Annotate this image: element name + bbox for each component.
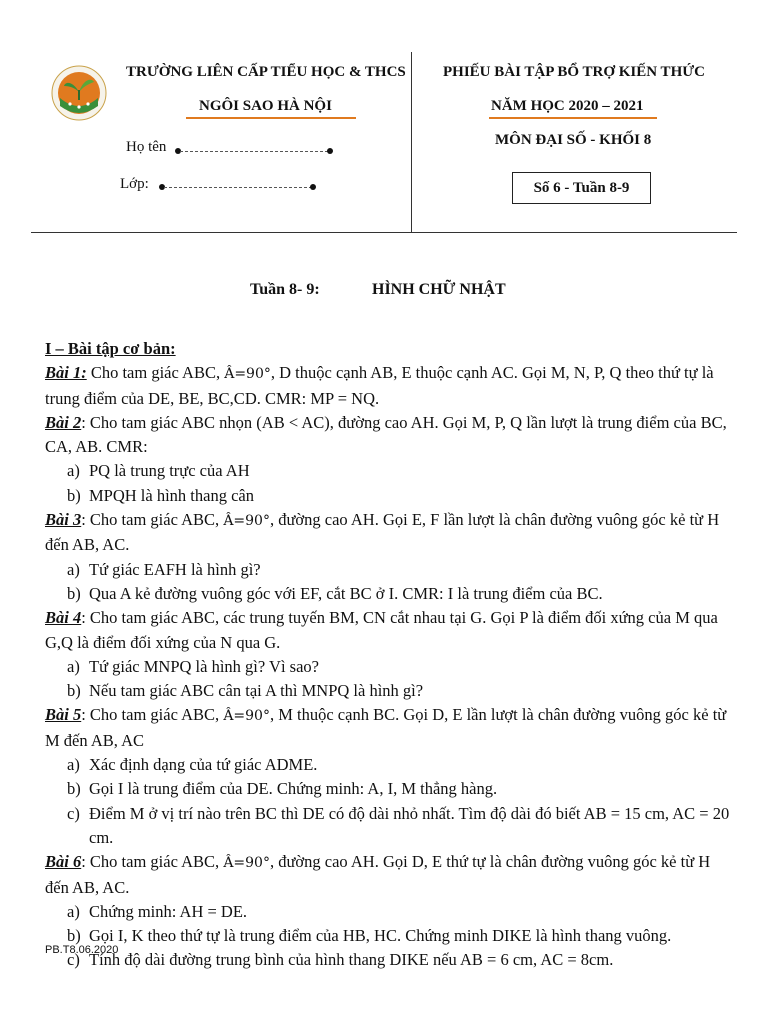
subject: MÔN ĐẠI SỐ - KHỐI 8 — [495, 132, 652, 148]
sub-question — [45, 924, 730, 948]
problem-text-continued: , M thuộc cạnh BC. Gọi D, E lần lượt là chân đường vuông góc kẻ từ M đến AB, AC — [45, 705, 727, 750]
sub-question-text: Tứ giác EAFH là hình gì? — [89, 559, 261, 579]
sub-question — [45, 558, 730, 582]
sub-question-label: a) — [67, 559, 80, 579]
problem-label: Bài 1: — [45, 363, 87, 383]
school-year-underline — [489, 117, 657, 119]
problem-text: : Cho tam giác ABC, — [81, 510, 224, 530]
school-name-line1: TRƯỜNG LIÊN CẤP TIỂU HỌC & THCS — [126, 64, 406, 80]
sub-question — [45, 802, 730, 851]
topic-title: HÌNH CHỮ NHẬT — [372, 281, 506, 298]
problem-3 — [45, 508, 730, 558]
sub-question-text: Xác định dạng của tứ giác ADME. — [89, 755, 318, 775]
school-logo-icon — [50, 62, 108, 124]
problem-label: Bài 5 — [45, 705, 82, 725]
class-line-end-dot — [310, 184, 316, 190]
footer-code: PB.T8.06.2020 — [45, 944, 119, 956]
problem-5 — [45, 703, 730, 753]
school-name-underline — [186, 117, 356, 119]
sub-question-text: Gọi I, K theo thứ tự là trung điểm của HB, HC. Chứng minh DIKE là hình thang vuông. — [89, 926, 672, 946]
sub-question-text: Gọi I là trung điểm của DE. Chứng minh: A, I, M thẳng hàng. — [89, 779, 498, 799]
sub-question — [45, 948, 730, 972]
class-field-line[interactable] — [164, 187, 312, 188]
problem-label: Bài 4 — [45, 608, 82, 628]
problem-text: : Cho tam giác ABC, các trung tuyến BM, CN cắt nhau tại G. Gọi P là điểm đối xứng của M qua G,Q là điểm đối xứng của N qua G. — [45, 608, 718, 652]
sub-question-text: Điểm M ở vị trí nào trên BC thì DE có độ dài nhỏ nhất. Tìm độ dài đó biết AB = 15 cm, AC = 20 cm. — [89, 803, 730, 847]
problem-list — [45, 361, 730, 972]
sub-question-label: b) — [67, 583, 81, 603]
angle-formula: Â=90° — [223, 708, 270, 725]
sub-question-label: c) — [67, 950, 80, 970]
sub-question-text: MPQH là hình thang cân — [89, 485, 254, 505]
sub-question-label: b) — [67, 681, 81, 701]
sub-question — [45, 655, 730, 679]
name-line-end-dot — [327, 148, 333, 154]
sub-question-text: Tứ giác MNPQ là hình gì? Vì sao? — [89, 656, 319, 676]
problem-2 — [45, 411, 730, 460]
sub-question-label: a) — [67, 755, 80, 775]
problem-label: Bài 2 — [45, 412, 82, 432]
problem-text-continued: , đường cao AH. Gọi D, E thứ tự là chân đường vuông góc kẻ từ H đến AB, AC. — [45, 852, 711, 897]
sub-question — [45, 777, 730, 801]
problem-4 — [45, 606, 730, 655]
problem-text: : Cho tam giác ABC, — [81, 705, 224, 725]
sub-question-text: Tính độ dài đường trung bình của hình thang DIKE nếu AB = 6 cm, AC = 8cm. — [89, 950, 614, 970]
sub-question — [45, 753, 730, 777]
sub-question-label: b) — [67, 485, 81, 505]
sub-question-label: b) — [67, 926, 81, 946]
sub-question-label: a) — [67, 901, 80, 921]
problem-label: Bài 6 — [45, 852, 82, 872]
school-year: NĂM HỌC 2020 – 2021 — [491, 98, 644, 114]
sub-question — [45, 900, 730, 924]
sub-question-label: a) — [67, 461, 80, 481]
angle-formula: Â=90° — [224, 366, 271, 383]
sub-question-text: Nếu tam giác ABC cân tại A thì MNPQ là hình gì? — [89, 681, 424, 701]
exercise-content — [45, 337, 730, 973]
class-label: Lớp: — [120, 176, 149, 192]
angle-formula: Â=90° — [223, 855, 270, 872]
sub-question — [45, 459, 730, 483]
section-heading: I – Bài tập cơ bản: — [45, 339, 176, 358]
sub-question-text: Qua A kẻ đường vuông góc với EF, cắt BC ở I. CMR: I là trung điểm của BC. — [89, 583, 603, 603]
name-label: Họ tên — [126, 139, 167, 155]
sub-question-label: c) — [67, 803, 80, 823]
school-name-line2: NGÔI SAO HÀ NỘI — [199, 98, 332, 114]
problem-text: : Cho tam giác ABC, — [81, 852, 224, 872]
problem-6 — [45, 850, 730, 900]
sub-question-text: PQ là trung trực của AH — [89, 461, 250, 481]
sheet-title: PHIẾU BÀI TẬP BỔ TRỢ KIẾN THỨC — [443, 64, 706, 80]
sub-question-text: Chứng minh: AH = DE. — [89, 901, 248, 921]
sub-question — [45, 484, 730, 508]
header-divider-vertical — [411, 52, 412, 232]
problem-1 — [45, 361, 730, 411]
sub-question-label: b) — [67, 779, 81, 799]
sub-question — [45, 679, 730, 703]
sheet-number-box: Số 6 - Tuần 8-9 — [512, 172, 651, 204]
problem-label: Bài 3 — [45, 510, 82, 530]
name-field-line[interactable] — [180, 151, 328, 152]
header-divider-horizontal — [31, 232, 737, 233]
problem-text-continued: , đường cao AH. Gọi E, F lần lượt là chân đường vuông góc kẻ từ H đến AB, AC. — [45, 510, 720, 555]
angle-formula: Â=90° — [223, 513, 270, 530]
sub-question — [45, 582, 730, 606]
week-label: Tuần 8- 9: — [250, 281, 320, 298]
problem-text: Cho tam giác ABC, — [86, 363, 225, 383]
sub-question-label: a) — [67, 656, 80, 676]
school-logo — [50, 62, 108, 124]
problem-text: : Cho tam giác ABC nhọn (AB < AC), đường cao AH. Gọi M, P, Q lần lượt là trung điểm của BC, CA, AB. CMR: — [45, 412, 727, 457]
problem-text-continued: , D thuộc cạnh AB, E thuộc cạnh AC. Gọi M, N, P, Q theo thứ tự là trung điểm của DE, BE, BC,CD. CMR: MP = NQ. — [45, 363, 714, 408]
